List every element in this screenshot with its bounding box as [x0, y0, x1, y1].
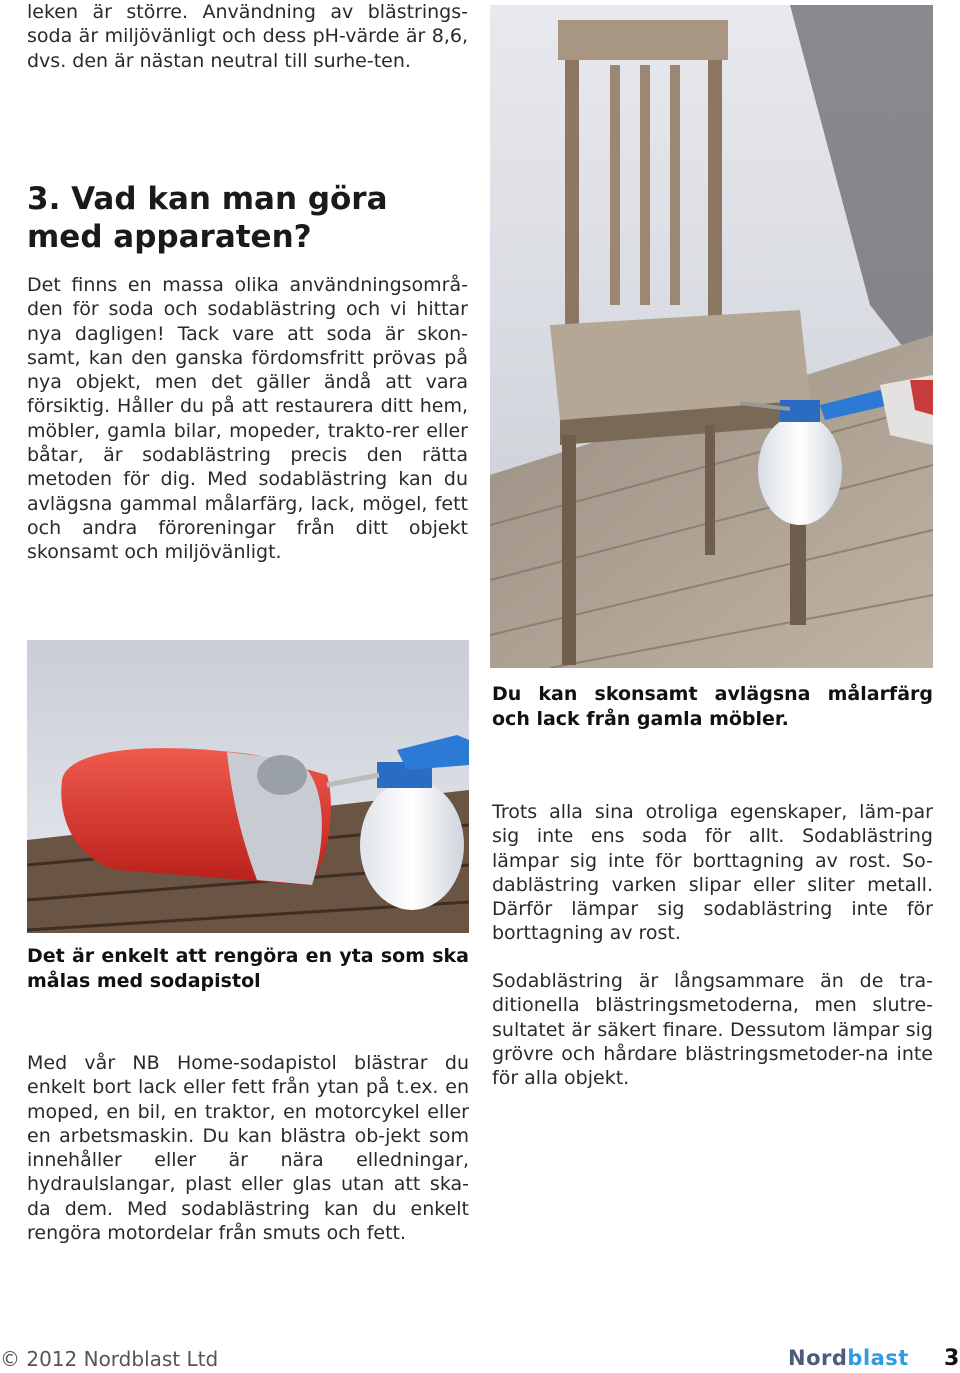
- logo-part-blast: blast: [847, 1346, 909, 1370]
- logo-part-nord: Nord: [788, 1346, 848, 1370]
- footer-copyright: © 2012 Nordblast Ltd: [0, 1347, 219, 1371]
- nordblast-logo: [788, 1346, 909, 1370]
- body-paragraph-left: Det finns en massa olika användningsområ-den för soda och sodablästring och vi hittar nya dagligen! Tack vare att soda är skon-samt, kan den ganska fördomsfritt prövas på nya objekt, men det gäller ändå att vara försiktig. Håller du på att restaurera ditt hem, möbler, gamla bilar, mopeder, trakto-rer eller båtar, är sodablästring precis den rätta metoden för dig. Med sodablästring kan du avlägsna gammal målarfärg, lack, mögel, fett och andra föroreningar från ditt objekt skonsamt och miljövänligt.: [27, 274, 468, 564]
- tank-photo-illustration: [27, 640, 469, 933]
- chair-photo: [490, 5, 933, 668]
- tank-photo: [27, 640, 469, 933]
- section-heading: 3. Vad kan man göra med apparaten?: [27, 181, 388, 255]
- tank-caption: Det är enkelt att rengöra en yta som ska målas med sodapistol: [27, 945, 469, 992]
- chair-caption: Du kan skonsamt avlägsna målarfärg och lack från gamla möbler.: [492, 683, 933, 730]
- body-paragraph-right-1: Trots alla sina otroliga egenskaper, läm-par sig inte ens soda för allt. Sodablästring lämpar sig inte för borttagning av rost. So-dablästring varken slipar eller sliter metall. Därför lämpar sig sodablästring inte för borttagning av rost.: [492, 801, 933, 945]
- chair-photo-illustration: [490, 5, 933, 668]
- page-number: 3: [944, 1346, 960, 1371]
- body-paragraph-right-2: Sodablästring är långsammare än de tra-ditionella blästringsmetoderna, men slutre-sultatet är säkert finare. Dessutom lämpar sig grövre och hårdare blästringsmetoder-na inte för alla objekt.: [492, 970, 933, 1090]
- intro-paragraph: leken är större. Användning av blästrings-soda är miljövänligt och dess pH-värde är 8,6, dvs. den är nästan neutral till surhe-ten.: [27, 1, 468, 72]
- body-paragraph-tank: Med vår NB Home-sodapistol blästrar du enkelt bort lack eller fett från ytan på t.ex. en moped, en bil, en traktor, en motorcykel eller en arbetsmaskin. Du kan blästra ob-jekt som innehåller eller är nära elledningar, hydraulslangar, plast eller glas utan att ska-da dem. Med sodablästring kan du enkelt rengöra motordelar från smuts och fett.: [27, 1052, 469, 1245]
